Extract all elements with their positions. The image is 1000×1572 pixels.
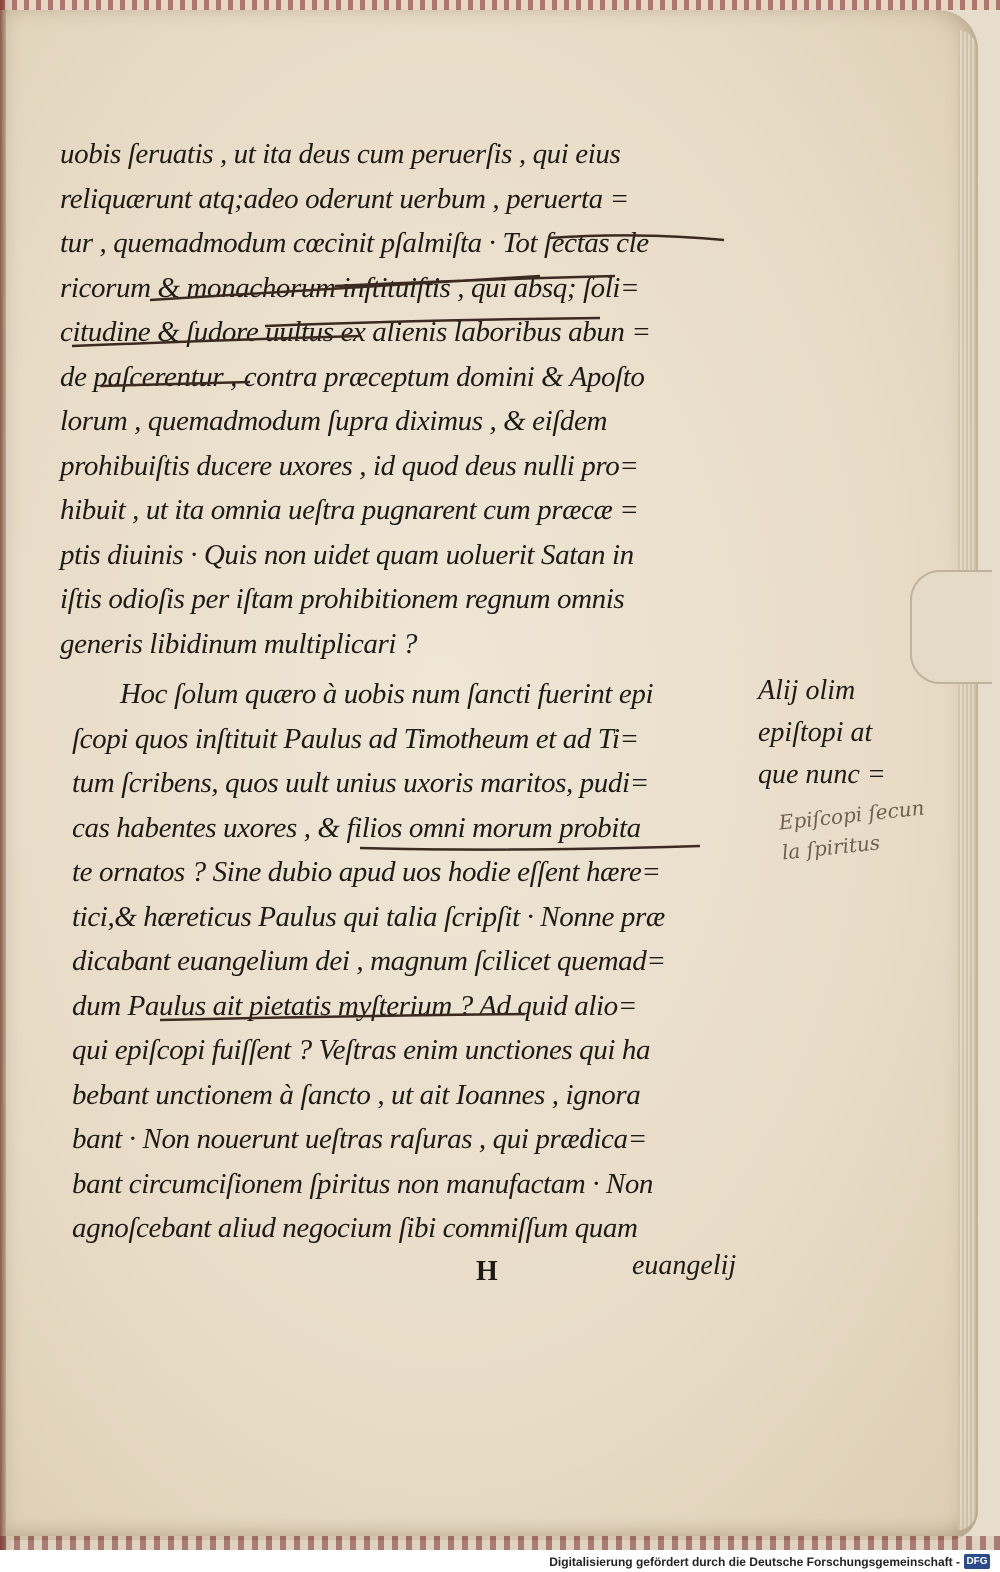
text-line: uobis ſeruatis , ut ita deus cum peruerſis , qui eius [60, 138, 621, 170]
text-line: tur , quemadmodum cœcinit pſalmiſta · Tot ſectas cle [60, 227, 649, 259]
text-line: lorum , quemadmodum ſupra diximus , & eiſdem [60, 405, 608, 437]
page-tab-marker [910, 570, 992, 684]
text-line: bebant unctionem à ſancto , ut ait Ioannes , ignora [72, 1078, 641, 1111]
marginal-line: que nunc = [758, 759, 886, 790]
page-fore-edge [958, 30, 976, 1530]
marginal-line: Alij olim [758, 675, 856, 706]
text-line: prohibuiſtis ducere uxores , id quod deus nulli pro= [60, 449, 639, 482]
handwritten-line: Epiſcopi ſecun [777, 795, 926, 835]
text-line: bant · Non nouerunt ueſtras raſuras , qui prædica= [72, 1123, 647, 1155]
book-bottom-edge [0, 1536, 1000, 1550]
text-line: reliquærunt atq;adeo oderunt uerbum , peruerta = [60, 182, 629, 215]
text-line: ſcopi quos inſtituit Paulus ad Timotheum et ad Ti= [72, 722, 639, 755]
text-line: generis libidinum multiplicari ? [60, 627, 417, 660]
text-line: dum Paulus ait pietatis myſterium ? Ad quid alio= [72, 989, 637, 1022]
paragraph-2 [72, 672, 752, 1251]
text-line: de paſcerentur , contra præceptum domini & Apoſto [60, 360, 645, 393]
text-line: ptis diuinis · Quis non uidet quam uoluerit Satan in [60, 538, 634, 571]
text-line: hibuit , ut ita omnia ueſtra pugnarent cum præcæ = [60, 494, 639, 526]
text-line: citudine & ſudore uultus ex alienis laboribus abun = [60, 316, 651, 348]
signature-mark: H [476, 1256, 498, 1287]
text-line: ricorum & monachorum inſtituiſtis , qui absq; ſoli= [60, 271, 640, 304]
text-line: iſtis odioſis per iſtam prohibitionem regnum omnis [60, 583, 625, 615]
text-line: tum ſcribens, quos uult unius uxoris maritos, pudi= [72, 767, 649, 799]
marginal-note [758, 670, 886, 796]
funding-credit: Digitalisierung gefördert durch die Deutsche Forschungsgemeinschaft - [549, 1555, 960, 1569]
text-line: cas habentes uxores , & filios omni morum probita [72, 811, 641, 844]
book-top-edge [0, 0, 1000, 10]
marginal-line: epiſtopi at [758, 717, 873, 748]
text-line: Hoc ſolum quæro à uobis num ſancti fuerint epi [120, 678, 654, 710]
handwritten-line: la ſpiritus [780, 830, 882, 865]
catchword: euangelij [632, 1250, 737, 1281]
dfg-logo: DFG [964, 1554, 990, 1569]
text-line: agnoſcebant aliud negocium ſibi commiſſum quam [72, 1212, 638, 1244]
text-line: dicabant euangelium dei , magnum ſcilicet quemad= [72, 945, 666, 977]
footer-bar [0, 1550, 1000, 1572]
paragraph-1 [60, 132, 740, 666]
text-line: bant circumciſionem ſpiritus non manufactam · Non [72, 1167, 654, 1200]
text-line: qui epiſcopi fuiſſent ? Veſtras enim unctiones qui ha [72, 1034, 651, 1066]
text-line: te ornatos ? Sine dubio apud uos hodie eſſent hære= [72, 856, 661, 888]
text-line: tici,& hæreticus Paulus qui talia ſcripſit · Nonne præ [72, 900, 665, 933]
